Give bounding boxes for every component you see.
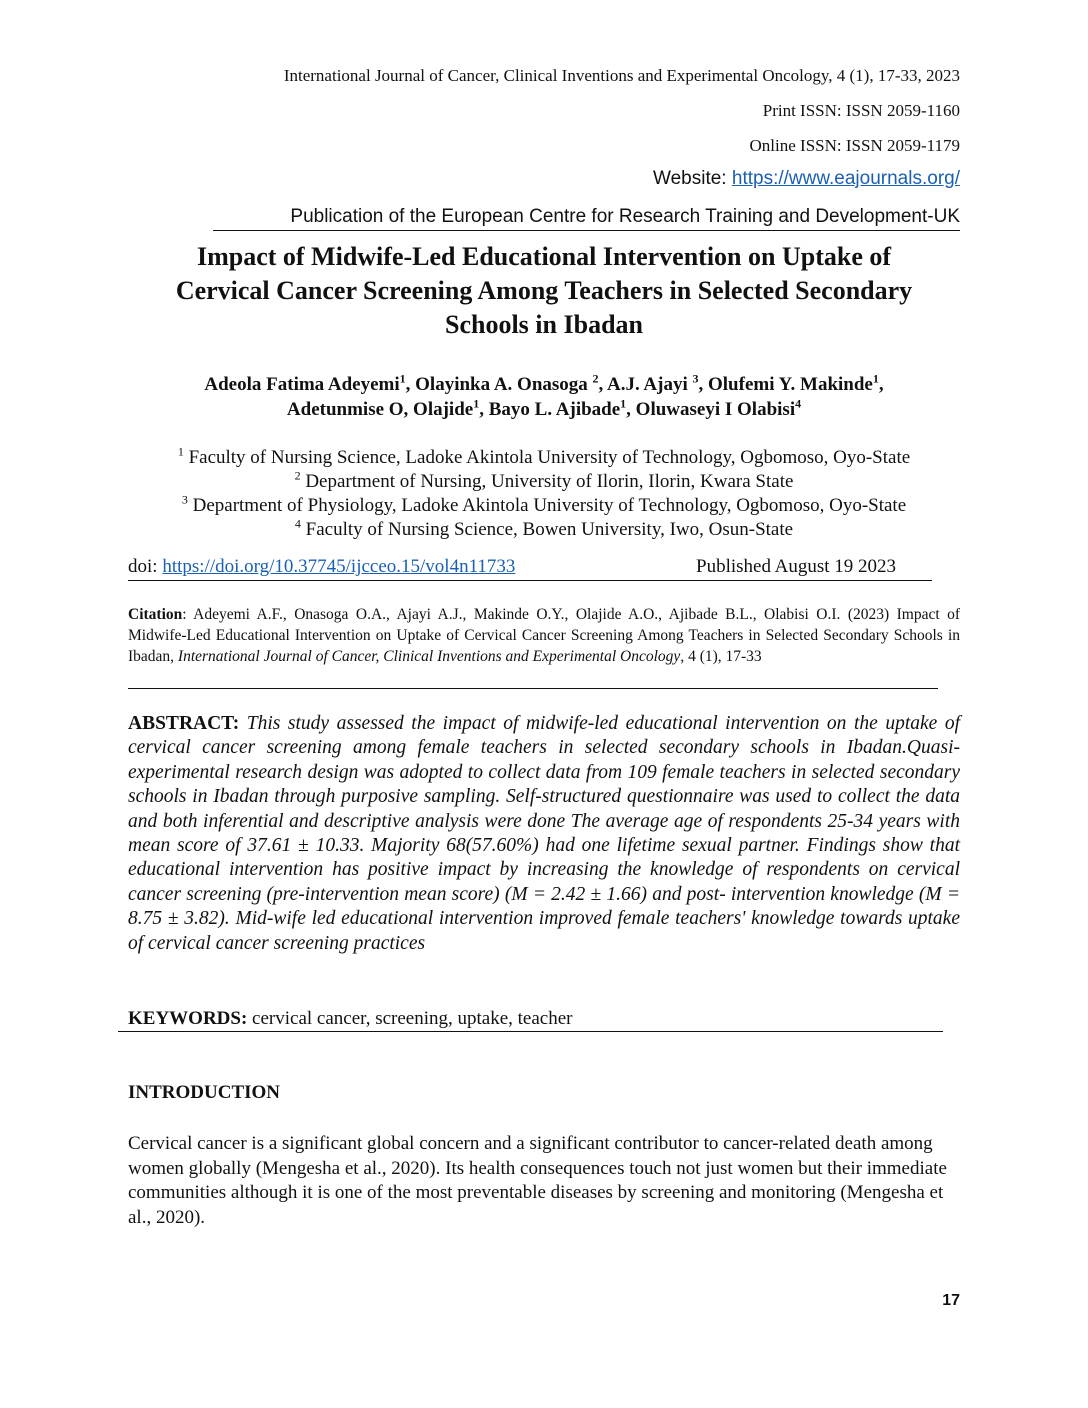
author-sup: 1 (620, 396, 627, 411)
author-name: Adetunmise O, Olajide (286, 399, 474, 420)
author-sep: , (598, 374, 607, 395)
affiliations (128, 446, 960, 542)
title-line-1: Impact of Midwife-Led Educational Intervention on Uptake of (196, 242, 892, 271)
citation-label: Citation (128, 606, 183, 623)
section-heading-introduction: INTRODUCTION (128, 1082, 281, 1103)
citation-rule (128, 688, 938, 689)
abstract-label: ABSTRACT: (128, 713, 240, 734)
introduction-paragraph: Cervical cancer is a significant global concern and a significant contributor to cancer-related death among women globally (Mengesha et al., 2020). Its health consequences touch not just women but their immediate communities although it is one of the most preventable diseases by screening and monitoring (Mengesha et al., 2020). (128, 1133, 947, 1228)
author-sep: , (405, 374, 416, 395)
website-label: Website: (653, 168, 732, 189)
website-link[interactable]: https://www.eajournals.org/ (731, 168, 960, 189)
affiliation-text: Department of Physiology, Ladoke Akintola University of Technology, Ogbomoso, Oyo-State (187, 495, 907, 516)
author-name: Bayo L. Ajibade (488, 399, 621, 420)
doi-rule (128, 580, 932, 581)
online-issn: Online ISSN: ISSN 2059-1179 (749, 136, 960, 155)
keywords-label: KEYWORDS: (128, 1008, 248, 1029)
keywords-text: cervical cancer, screening, uptake, teacher (247, 1008, 573, 1029)
affiliation-sup: 3 (181, 492, 188, 507)
published-date: Published August 19 2023 (696, 556, 897, 577)
title-line-3: Schools in Ibadan (445, 310, 643, 339)
author-name: Adeola Fatima Adeyemi (204, 374, 400, 395)
author-list (128, 372, 960, 422)
citation-volume: , 4 (1), 17-33 (680, 648, 762, 665)
author-sup: 2 (592, 371, 599, 386)
author-sup: 1 (872, 371, 879, 386)
author-line-2 (128, 397, 960, 422)
author-name: A.J. Ajayi (607, 374, 693, 395)
affiliation-4 (128, 518, 960, 542)
doi-link[interactable]: https://doi.org/10.37745/ijcceo.15/vol4n11733 (162, 556, 516, 577)
header-rule (213, 230, 960, 231)
author-name: Olufemi Y. Makinde (708, 374, 873, 395)
affiliation-text: Department of Nursing, University of Ilorin, Ilorin, Kwara State (300, 471, 794, 492)
paper-title (128, 240, 960, 342)
author-line-1 (128, 372, 960, 397)
abstract-text: This study assessed the impact of midwife-led educational intervention on the uptake of cervical cancer screening among female teachers in selected secondary schools in Ibadan.Quasi- experimental research design was adopted to collect data from 109 female teachers in selected secondary schools in Ibadan through purposive sampling. Self-structured questionnaire was used to collect the data and both inferential and descriptive analysis were done The average age of respondents 25-34 years with mean score of 37.61 ± 10.33. Majority 68(57.60%) had one lifetime sexual partner. Findings show that educational intervention has positive impact by increasing the knowledge of respondents on cervical cancer screening (pre-intervention mean score) (M = 2.42 ± 1.66) and post- intervention knowledge (M = 8.75 ± 3.82). Mid-wife led educational intervention improved female teachers' knowledge towards uptake of cervical cancer screening practices (128, 713, 960, 954)
affiliation-2 (128, 470, 960, 494)
page-number: 17 (942, 1292, 960, 1309)
citation (128, 604, 960, 667)
journal-line: International Journal of Cancer, Clinical Inventions and Experimental Oncology, 4 (1), 17-33, 2023 (283, 66, 960, 85)
author-sep: , (626, 399, 636, 420)
author-sup: 4 (795, 396, 802, 411)
website-line (653, 168, 960, 190)
affiliation-sup: 1 (177, 444, 184, 459)
author-sep: , (698, 374, 708, 395)
print-issn: Print ISSN: ISSN 2059-1160 (762, 101, 960, 120)
abstract (128, 712, 960, 956)
affiliation-1 (128, 446, 960, 470)
title-line-2: Cervical Cancer Screening Among Teachers in Selected Secondary (175, 276, 913, 305)
author-name: Olayinka A. Onasoga (415, 374, 593, 395)
affiliation-text: Faculty of Nursing Science, Ladoke Akintola University of Technology, Ogbomoso, Oyo-State (183, 447, 911, 468)
author-name: Oluwaseyi I Olabisi (635, 399, 796, 420)
author-sup: 1 (399, 371, 406, 386)
author-sep: , (878, 374, 884, 395)
keywords-rule (118, 1031, 943, 1032)
author-sup: 3 (692, 371, 699, 386)
doi-label: doi: (128, 556, 163, 577)
citation-text: : Adeyemi A.F., Onasoga O.A., Ajayi A.J., Makinde O.Y., Olajide A.O., Ajibade B.L., Olabisi O.I. (2023) Impact of Midwife-Led Educational Intervention on Uptake of Cervical Cancer Screening Among Teachers in Selected Secondary Schools in Ibadan, (128, 606, 960, 665)
affiliation-sup: 2 (294, 468, 301, 483)
author-sup: 1 (473, 396, 480, 411)
doi-line (128, 556, 515, 578)
affiliation-text: Faculty of Nursing Science, Bowen University, Iwo, Osun-State (300, 519, 794, 540)
publisher-line: Publication of the European Centre for Research Training and Development-UK (290, 206, 960, 227)
affiliation-sup: 4 (294, 516, 301, 531)
affiliation-3 (128, 494, 960, 518)
keywords (128, 1008, 573, 1030)
citation-journal: International Journal of Cancer, Clinical Inventions and Experimental Oncology (177, 648, 681, 665)
author-sep: , (479, 399, 489, 420)
